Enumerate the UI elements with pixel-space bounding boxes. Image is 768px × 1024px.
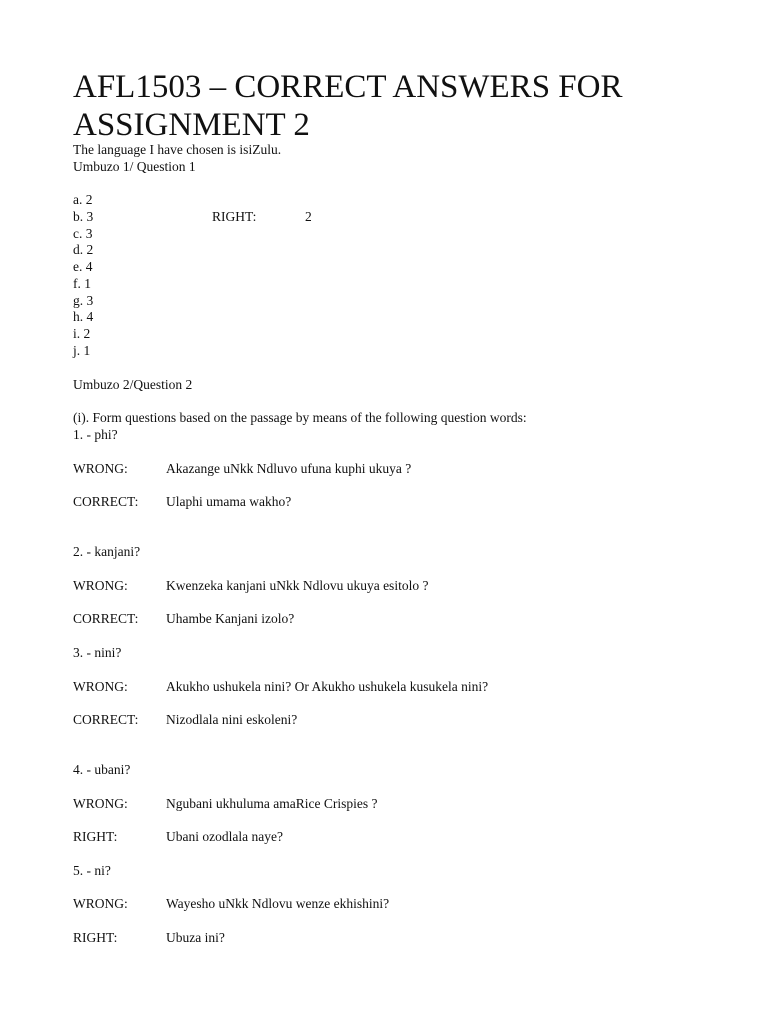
q1-answer: b. 3 [73, 209, 94, 224]
right-answer: Ubuza ini? [166, 930, 225, 945]
document-title: AFL1503 – CORRECT ANSWERS FOR ASSIGNMENT 2 [73, 69, 623, 143]
q2-item-word: 5. - ni? [73, 863, 111, 878]
q2-item-word: 2. - kanjani? [73, 544, 141, 559]
q1-answer: e. 4 [73, 259, 93, 274]
correct-answer: Ulaphi umama wakho? [166, 494, 292, 509]
q2-instruction: (i). Form questions based on the passage by means of the following question words: [73, 410, 527, 425]
wrong-answer: Akukho ushukela nini? Or Akukho ushukela kusukela nini? [166, 679, 489, 694]
wrong-label: WRONG: [73, 461, 128, 476]
correct-label: CORRECT: [73, 494, 139, 509]
question2-heading: Umbuzo 2/Question 2 [73, 377, 193, 392]
wrong-label: WRONG: [73, 679, 128, 694]
q1-answer: d. 2 [73, 242, 94, 257]
q1-right-label: RIGHT: [212, 209, 257, 224]
wrong-answer: Kwenzeka kanjani uNkk Ndlovu ukuya esitolo ? [166, 578, 429, 593]
correct-answer: Uhambe Kanjani izolo? [166, 611, 295, 626]
right-label: RIGHT: [73, 930, 118, 945]
q1-answer: h. 4 [73, 309, 94, 324]
question1-heading: Umbuzo 1/ Question 1 [73, 159, 196, 174]
q2-item-word: 3. - nini? [73, 645, 122, 660]
wrong-answer: Akazange uNkk Ndluvo ufuna kuphi ukuya ? [166, 461, 412, 476]
language-line: The language I have chosen is isiZulu. [73, 142, 282, 157]
q2-item-word: 4. - ubani? [73, 762, 131, 777]
correct-answer: Nizodlala nini eskoleni? [166, 712, 298, 727]
q1-answer: j. 1 [73, 343, 91, 358]
q1-answer: i. 2 [73, 326, 91, 341]
correct-label: CORRECT: [73, 712, 139, 727]
right-label: RIGHT: [73, 829, 118, 844]
wrong-label: WRONG: [73, 896, 128, 911]
correct-label: CORRECT: [73, 611, 139, 626]
q1-right-value: 2 [305, 209, 312, 224]
q1-answer: f. 1 [73, 276, 91, 291]
q1-answer: c. 3 [73, 226, 93, 241]
q2-item-word: 1. - phi? [73, 427, 118, 442]
q1-answer: g. 3 [73, 293, 94, 308]
wrong-answer: Wayesho uNkk Ndlovu wenze ekhishini? [166, 896, 390, 911]
right-answer: Ubani ozodlala naye? [166, 829, 283, 844]
wrong-label: WRONG: [73, 578, 128, 593]
wrong-label: WRONG: [73, 796, 128, 811]
q1-answer: a. 2 [73, 192, 93, 207]
wrong-answer: Ngubani ukhuluma amaRice Crispies ? [166, 796, 378, 811]
